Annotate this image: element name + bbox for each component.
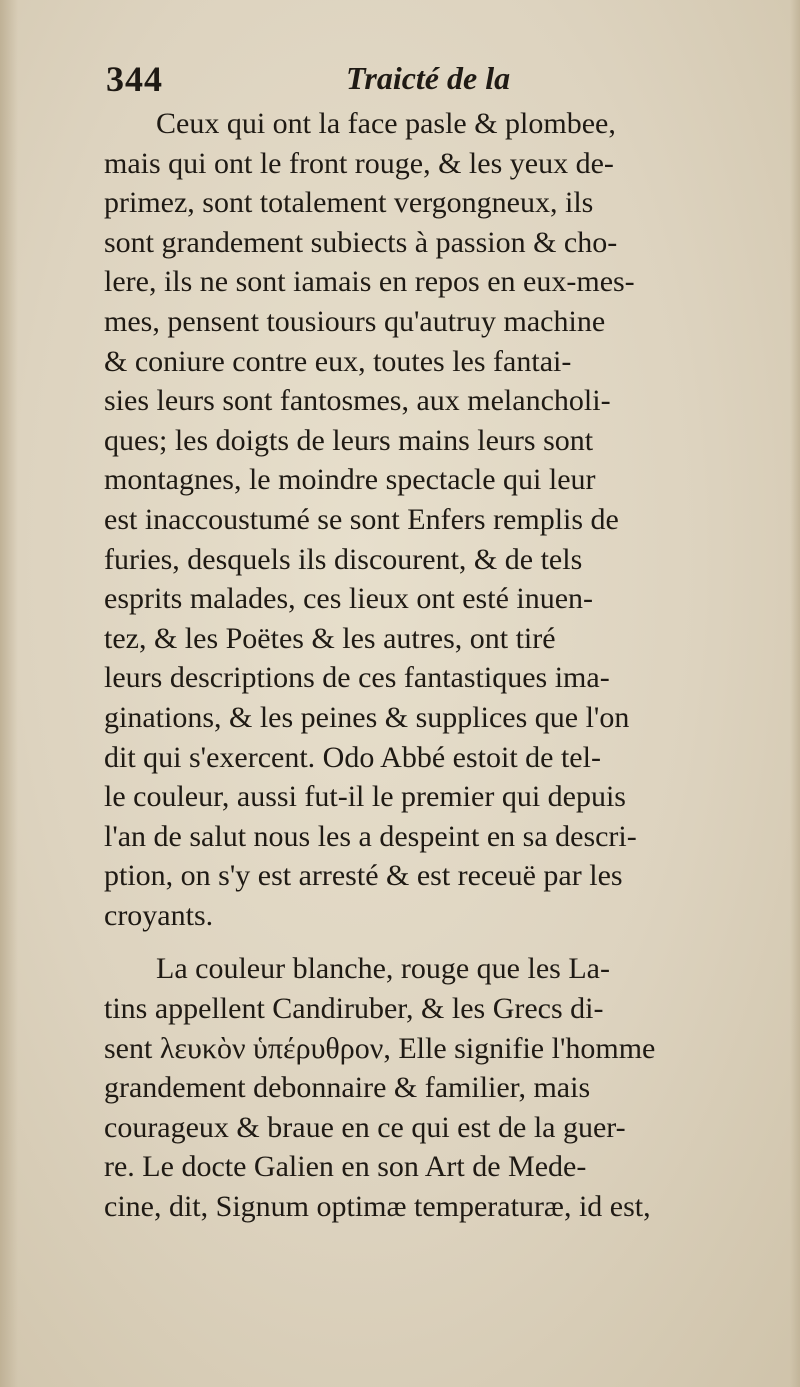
text-line: ption, on s'y est arresté & est receuë par les [104,859,623,893]
text-line: & coniure contre eux, toutes les fantai- [104,344,572,378]
text-line: La couleur blanche, rouge que les La- [156,952,610,986]
text-line: est inaccoustumé se sont Enfers remplis de [104,502,619,536]
page-gutter-shadow [0,0,18,1387]
text-line: grandement debonnaire & familier, mais [104,1071,591,1105]
text-line: furies, desquels ils discourent, & de tels [104,542,583,576]
page-edge-shadow [790,0,800,1387]
text-line: courageux & braue en ce qui est de la guer- [104,1110,626,1144]
text-line: cine, dit, Signum optimæ temperaturæ, id est, [104,1190,651,1224]
text-line: sies leurs sont fantosmes, aux melancholi- [104,384,611,418]
text-line: mais qui ont le front rouge, & les yeux de- [104,146,614,180]
text-line: sent λευκὸν ὑπέρυθρον, Elle signifie l'homme [104,1031,656,1065]
text-line: dit qui s'exercent. Odo Abbé estoit de tel- [104,740,601,774]
text-line: esprits malades, ces lieux ont esté inuen- [104,582,594,616]
text-line: ginations, & les peines & supplices que l'on [104,700,630,734]
text-line: le couleur, aussi fut-il le premier qui depuis [104,780,626,814]
text-line: re. Le docte Galien en son Art de Mede- [104,1150,587,1184]
running-head [106,58,706,108]
text-line: montagnes, le moindre spectacle qui leur [104,463,596,497]
text-line: Ceux qui ont la face pasle & plombee, [156,107,616,140]
text-line: tins appellent Candiruber, & les Grecs di- [104,992,604,1026]
text-line: croyants. [104,898,214,932]
text-line: l'an de salut nous les a despeint en sa descri- [104,819,637,853]
text-line: ques; les doigts de leurs mains leurs sont [104,423,594,457]
paragraph-1 [104,104,768,935]
text-line: primez, sont totalement vergongneux, ils [104,186,594,220]
running-title: Traicté de la [346,60,511,96]
body-text [104,104,768,1227]
text-line: tez, & les Poëtes & les autres, ont tiré [104,621,556,655]
text-line: leurs descriptions de ces fantastiques ima- [104,661,610,695]
text-line: lere, ils ne sont iamais en repos en eux-mes- [104,265,635,299]
paragraph-2 [104,949,768,1226]
text-line: sont grandement subiects à passion & cho- [104,225,618,259]
page-number: 344 [106,59,163,99]
text-line: mes, pensent tousiours qu'autruy machine [104,304,606,338]
